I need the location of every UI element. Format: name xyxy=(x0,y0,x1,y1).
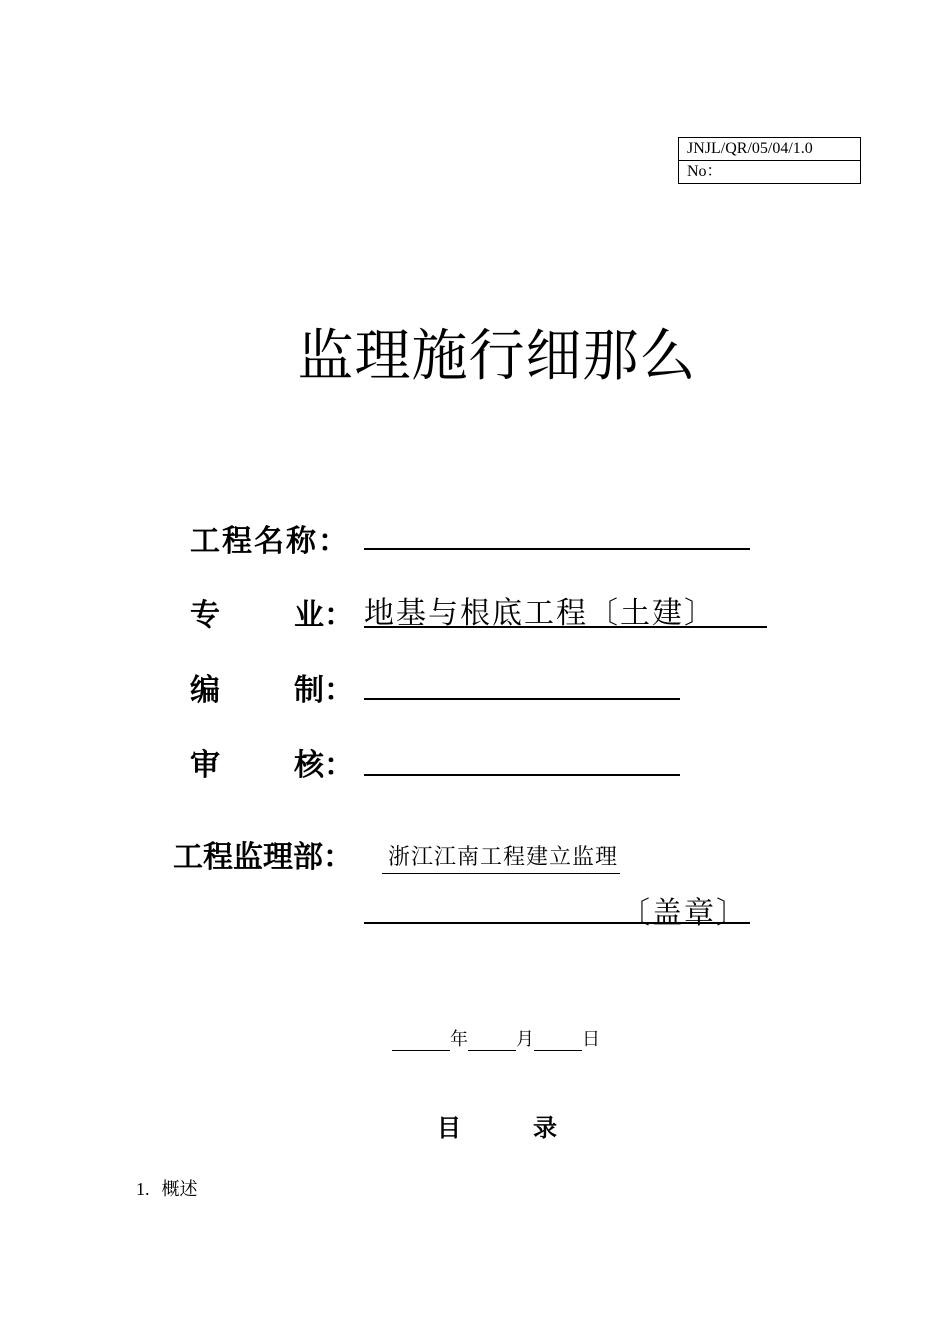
department-label: 工程监理部： xyxy=(173,840,353,875)
project-name-label-text: 工程名称 xyxy=(190,524,318,559)
date-line xyxy=(392,1025,600,1051)
compiled-by-label-char-1: 编 xyxy=(190,673,220,708)
department-name: 浙江江南工程建立监理 xyxy=(382,840,620,874)
document-number-label: No： xyxy=(679,160,860,183)
document-code: JNJL/QR/05/04/1.0 xyxy=(687,140,813,157)
month-blank xyxy=(468,1032,516,1051)
major-label xyxy=(190,590,354,634)
major-label-char-1: 专 xyxy=(190,598,220,633)
compiled-by-label: 编 制： xyxy=(190,665,354,709)
day-label: 日 xyxy=(582,1029,600,1050)
major-colon: ： xyxy=(324,598,354,633)
project-name-colon: ： xyxy=(318,524,350,559)
toc-title-char-2: 录 xyxy=(533,1114,557,1142)
reviewed-by-line xyxy=(364,744,680,776)
compiled-by-label-char-2: 制 xyxy=(294,673,324,708)
month-label: 月 xyxy=(516,1029,534,1050)
reviewed-by-label-char-2: 核 xyxy=(294,748,324,783)
reviewed-by-label xyxy=(190,740,354,784)
stamp-label: 〔盖章〕 xyxy=(620,896,748,931)
project-name-line xyxy=(364,518,750,550)
major-value: 地基与根底工程〔土建〕 xyxy=(364,596,716,631)
year-blank xyxy=(392,1032,450,1051)
reviewed-by-colon: ： xyxy=(324,748,354,783)
toc-item[interactable] xyxy=(136,1175,198,1201)
toc-title-char-1: 目 xyxy=(437,1114,461,1142)
compiled-by-line xyxy=(364,668,680,700)
document-title: 监理施行细那么 xyxy=(297,324,697,389)
toc-title xyxy=(437,1108,557,1143)
document-code-box xyxy=(678,137,861,184)
project-name-label xyxy=(190,516,350,560)
year-label: 年 xyxy=(450,1029,468,1050)
toc-item-text: 概述 xyxy=(161,1179,198,1200)
day-blank xyxy=(534,1032,582,1051)
major-label-char-2: 业 xyxy=(294,598,324,633)
reviewed-by-label-char-1: 审 xyxy=(190,748,220,783)
toc-item-number: 1. xyxy=(136,1179,150,1199)
